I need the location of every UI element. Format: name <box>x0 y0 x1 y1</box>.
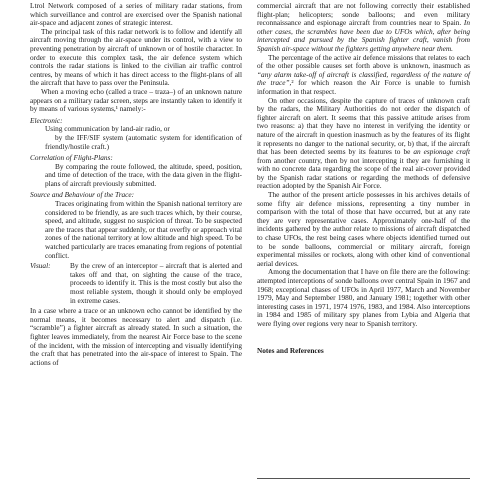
classified-quote: “any alarm take-off of aircraft is classified, regardless of the nature of the trace”, <box>257 69 470 88</box>
right-column <box>257 2 470 355</box>
trace-paragraph: When a moving echo (called a trace – traza–) of an unknown nature appears on a military radar screen, steps are instantly taken to identify it by means of various systems,¹ namely:- <box>30 86 242 114</box>
visual-entry <box>30 262 242 305</box>
intro-paragraph: Ltrol Network composed of a series of military radar stations, from which surveillance and control are exercised over the Spanish national air-space and adjacent zones of strategic interest. <box>30 1 242 28</box>
percentage-text-a: The percentage of the active air defence missions that relates to each of the other possible causes set forth above is unknown, inasmuch as <box>257 52 470 71</box>
aircraft-types-paragraph <box>257 2 470 54</box>
radar-task-paragraph: The principal task of this radar network is to follow and identify all aircraft moving through the air-space under its control, with a view to preventing penetration by aircraft of unknown or of hostile character. In order to execute this complex task, the air defence system which controls the radar stations is linked to the civilian air traffic control centres, by means of which it has direct access to the flight-plans of all the aircraft that have to pass over the Peninsula. <box>30 26 242 88</box>
espionage-craft-text: an espionage craft <box>413 147 470 157</box>
notes-heading: Notes and References <box>257 345 324 355</box>
passive-attitude-text-a: On other occasions, despite the capture of traces of unknown craft by the radars, the Military Authorities do not order the dispatch of fighter aircraft on alert. It seems that this passive attitude arises from two reasons: a) that they have no interest in verifying the identity or nature of the aircraft in question inasmuch as by the features of its flight it represents no danger to the national security, or, b) that, if the aircraft that has been detected seems by its features to be <box>257 95 470 157</box>
passive-attitude-text-b: from another country, then by not intercepting it they are furnishing it with no concrete data regarding the scope of the real air-cover provided by the Spanish radar stations or regarding the methods of defensive reaction adopted by the Spanish Air Force. <box>257 155 470 191</box>
aircraft-types-text: commercial aircraft that are not following correctly their established flight-plan; helicopters; sonde balloons; and even military reconnaissance and espionage aircraft from countries near to Spain. <box>257 1 470 28</box>
electronic-heading: Electronic: <box>30 115 63 125</box>
percentage-paragraph <box>257 54 470 97</box>
author-archive-paragraph: The author of the present article possesses in his archives details of some fifty air defence missions, representing a tiny number in comparison with the total of those that have occurred, but at any rate they are very representative cases. Approximately one-half of the incidents gathered by the author relate to missions of aircraft dispatched to chase UFOs, the rest being cases where objects identified turned out to be sonde balloons, commercial or military aircraft, foreign experimental missiles or rockets, along with other kind of conventional aerial devices. <box>257 190 470 268</box>
left-column <box>30 2 242 367</box>
visual-text: By the crew of an interceptor – aircraft that is alerted and takes off and that, on sighting the cause of the trace, proceeds to identify it. This is the most costly but also the most reliable system, though it should only be employed in extreme cases. <box>70 261 242 305</box>
scramble-paragraph: In a case where a trace or an unknown echo cannot be identified by the normal means, it becomes necessary to alert and dispatch (i.e. “scramble”) a fighter aircraft as already stated. In such a situation, the fighter leaves immediately, from the nearest Air Force base to the scene of the incident, with the mission of intercepting and visually identifying the craft that has penetrated into the air-space of interest to Spain. The actions of <box>30 306 242 367</box>
percentage-text-b: ² for which reason the Air Force is unable to furnish information in that respect. <box>257 78 470 96</box>
correlation-text: By comparing the route followed, the altitude, speed, position, and time of detection of the trace, with the data given in the flight-plans of aircraft previously submitted. <box>45 161 242 188</box>
passive-attitude-paragraph <box>257 97 470 192</box>
ufo-scramble-text: In other cases, the scrambles have been due to UFOs which, after being intercepted and pursued by the Spanish fighter craft, vanish from Spanish air-space without the fighters getting anywhere near them. <box>257 18 471 53</box>
correlation-heading: Correlation of Flight-Plans: <box>30 153 113 163</box>
documentation-paragraph: Among the documentation that I have on file there are the following: attempted interceptions of sonde balloons over central Spain in 1967 and 1968; exceptional chases of UFOs in April 1977, March and November 1979, May and September 1980, and January 1981; together with other interesting cases in 1971, 1974 1976, 1983, and 1984. Also interceptions in 1984 and 1985 of military spy planes from Lybia and Algeria that were flying over regions very near to Spanish territory. <box>257 267 470 328</box>
electronic-item-1: Using communication by land-air radio, or <box>45 124 170 134</box>
visual-heading: Visual: <box>30 261 51 271</box>
electronic-item-2: by the IFF/SIF system (automatic system for identification of friendly/hostile craft.) <box>45 132 242 151</box>
notes-divider <box>257 478 470 479</box>
source-heading: Source and Behaviour of the Trace: <box>30 190 135 200</box>
source-text: Traces originating from within the Spanish national territory are considered to be friendly, as are such traces which, by their course, speed, and altitude, suggest no suspicion of threat. To be suspected are the traces that appear suddenly, or that overfly or approach vital zones of the national territory at low altitude and high speed. To be watched particularly are traces emanating from regions of potential conflict. <box>45 199 242 260</box>
